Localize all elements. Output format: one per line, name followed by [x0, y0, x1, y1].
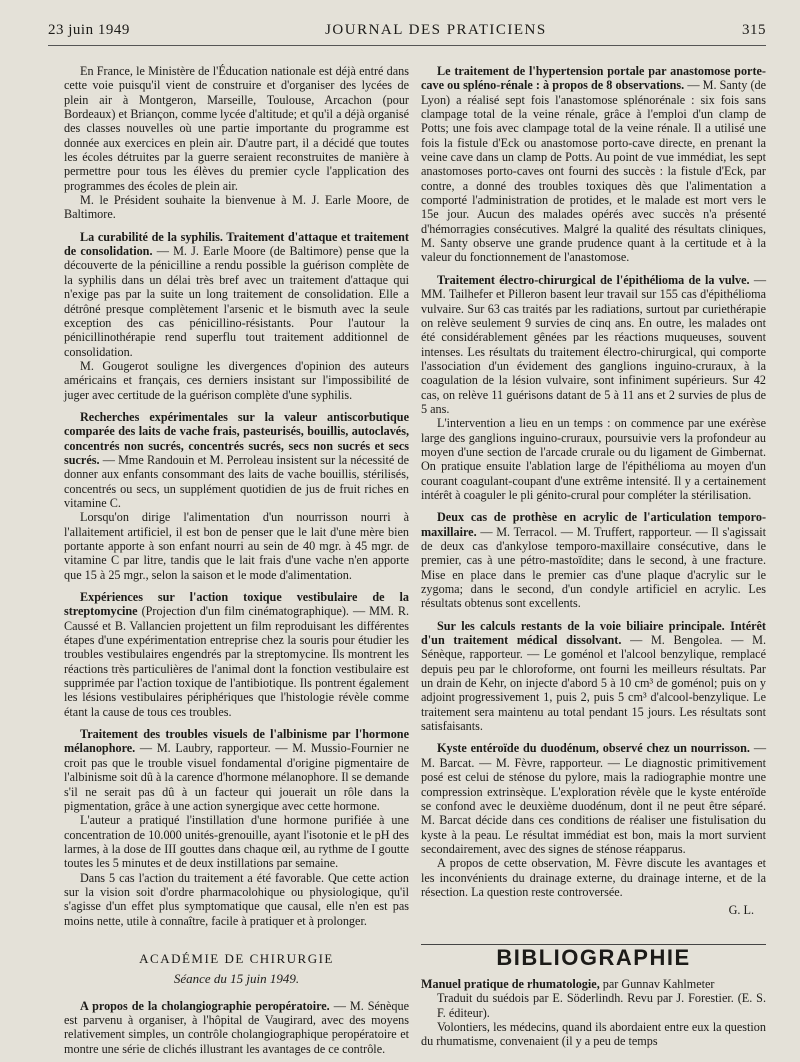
- article-paragraph: M. Gougerot souligne les divergences d'opinion des auteurs américains et français, ces derniers insistant sur l'impossibilité de juger avec certitude de la guérison complète d'une syphilis.: [64, 358, 409, 402]
- page-header: [48, 22, 766, 46]
- article-text: — M. Terracol. — M. Truffert, rapporteur. — Il s'agissait de deux cas d'ankylose temporo-maxillaire consécutive, dans le premier, cas à une pétro-mastoïdite; dans le second, à une fracture. Mise en place dans le premier cas d'une plaque d'acrylic sur le zygoma; dans le second, d'un condyle artificiel en acrylic. Les résultats obtenus sont excellents.: [421, 524, 767, 611]
- left-column: [64, 64, 409, 1056]
- article-acrylic-prosthesis: [421, 510, 766, 610]
- author-signature: G. L.: [728, 903, 754, 918]
- article-text: — MM. Tailhefer et Pilleron basent leur travail sur 155 cas d'épithélioma vulvaire. Sur 63 cas traités par les radiations, surtout par curiethérapie on relève seulement 9 survies de cinq ans. En outre, les malades ont été considérablement gênées par les réactions muqueuses, souvent intenses. Les résultats du traitement électro-chirurgical, qui comporte l'association d'un évidement des ganglions inguino-cruraux, à la coagulation de la lésion vulvaire, sont infiniment supérieurs. Sur 42 cas, on relève 11 guérisons datant de 5 à 11 ans et 2 survies de plus de 5 ans.: [421, 272, 767, 416]
- article-paragraph: A propos de cette observation, M. Fèvre discute les avantages et les inconvénients du drainage externe, du drainage interne, et de la résection. La question reste controversée.: [421, 856, 766, 899]
- article-paragraph: Lorsqu'on dirige l'alimentation d'un nourrisson nourri à l'allaitement artificiel, il est bon de penser que le lait d'une mère bien portante apporte à son enfant nourri au sein de 40 mgr. à 45 mgr. de vitamine C par litre, tandis que le lait frais d'une vache n'en apporte que 15 à 25 mgr., selon la saison et le mode d'alimentation.: [64, 510, 409, 582]
- intro-paragraph: M. le Président souhaite la bienvenue à M. J. Earle Moore, de Baltimore.: [64, 193, 409, 222]
- article-title: Sur les calculs restants de la voie biliaire principale. Intérêt d'un traitement médical dissolvant.: [421, 618, 766, 648]
- book-title-line: [421, 977, 766, 991]
- journal-title: JOURNAL DES PRATICIENS: [325, 22, 547, 38]
- session-date: Séance du 15 juin 1949.: [173, 971, 300, 987]
- article-title: Kyste entéroïde du duodénum, observé chez un nourrisson.: [437, 741, 750, 756]
- article-text: — M. J. Earle Moore (de Baltimore) pense que la découverte de la pénicilline a rendu possible la guérison complète de la syphilis dans un délai très bref avec un traitement d'attaque qui n'exige pas par la suite un long traitement de consolidation. Elle a détrôné presque complètement l'arsenic et le bismuth avec la seule exception des cas pénicillino-résistants. Pour l'autour la pénicillinothérapie rend superflu tout traitement additionnel de consolidation.: [64, 244, 410, 359]
- article-paragraph: L'auteur a pratiqué l'instillation d'une hormone purifiée à une concentration de 10.000 unités-grenouille, ayant l'isotonie et le pH des larmes, à la dose de III gouttes dans chaque œil, au rythme de I goutte toutes les 5 minutes et de deux instillations par semaine.: [64, 813, 409, 871]
- bibliography-heading: BIBLIOGRAPHIE: [496, 944, 691, 970]
- article-title: Deux cas de prothèse en acrylic de l'articulation temporo-maxillaire.: [421, 510, 766, 539]
- article-title: Traitement des troubles visuels de l'albinisme par l'hormone mélanophore.: [64, 727, 409, 756]
- article-text: — M. Sénèque est parvenu à organiser, à l'hôpital de Vaugirard, avec des moyens relativement simples, un contrôle cholangiographique peropératoire et montre une série de clichés illustrant les avantages de ce contrôle.: [64, 998, 409, 1056]
- article-paragraph: L'intervention a lieu en un temps : on commence par une exérèse large des ganglions inguino-cruraux, poursuivie vers la profondeur au moyen d'une section de l'arcade crurale ou du ligament de Gimbernat. On pratique ensuite l'ablation large de l'épithélioma au moyen d'un courant coagulant-coupant d'une extrême intensité. Il y a certainement intérêt à coaguler le pli génito-crural pour compléter la stérilisation.: [421, 416, 766, 502]
- article-title: Expériences sur l'action toxique vestibulaire de la streptomycine: [64, 590, 409, 619]
- article-biliary-calculi: [421, 619, 766, 734]
- article-text: (Projection d'un film cinématographique). — MM. R. Caussé et B. Vallancien projettent un film reproduisant les différentes étapes d'une expérimentation entreprise chez la souris pour étudier les troubles vestibulaires engendrés par la streptomycine. Ils montrent les réactions très particulières de l'animal dont la fonction vestibulaire est supprimée par l'action toxique de l'antibiotique. Ils pontrent également les lésions vestibulaires périphériques que l'histologie révèle comme étant la cause de tous ces troubles.: [64, 604, 410, 719]
- article-vulvar-epithelioma: [421, 273, 766, 416]
- article-text: — M. Laubry, rapporteur. — M. Mussio-Fournier ne croit pas que le trouble visuel fondamental d'origine pigmentaire de l'albinisme soit dû à la carence d'hormone mélanophore. Il se demande s'il ne serait pas dû à un facteur qui jouerait un rôle dans la pigmentation, grâce à une action synergique avec cette hormone.: [64, 741, 409, 813]
- book-publication-info: Traduit du suédois par E. Söderlindh. Revu par J. Forestier. (E. S. F. éditeur).: [437, 991, 766, 1020]
- article-paragraph: Dans 5 cas l'action du traitement a été favorable. Que cette action sur la vision soit d'ordre pharmacolohique ou physiologique, qu'il s'agisse d'un effet plus symptomatique que causal, elle n'en est pas moins nette, utile à connaître, facile à pratiquer et à prolonger.: [64, 870, 409, 928]
- article-text: — M. Barcat. — M. Fèvre, rapporteur. — Le diagnostic primitivement posé est celui de sténose du pylore, mais la radiographie montre une compression extrinsèque. L'exploration révèle que le kyste entéroïde se confond avec le deuxième duodénum, dont il ne peut être séparé. M. Barcat décide dans ces conditions de réaliser une fistulisation du kyste à la peau. Le résultat immédiat est bon, mais la mort survient secondairement, avec des signes de sténose réapparus.: [421, 741, 766, 856]
- article-title: Recherches expérimentales sur la valeur antiscorbutique comparée des laits de vache frais, pasteurisés, bouillis, autoclavés, concentrés non sucrés, concentrés sucrés, secs non sucrés et secs sucrés.: [64, 409, 409, 467]
- page-number: 315: [741, 22, 766, 38]
- book-review-text: Volontiers, les médecins, quand ils abordaient entre eux la question du rhumatisme, convenaient (il y a peu de temps: [421, 1019, 766, 1049]
- book-review: [421, 977, 766, 1049]
- book-author: par Gunnav Kahlmeter: [602, 976, 715, 991]
- article-antiscorbutic: [64, 410, 409, 510]
- issue-date: 23 juin 1949: [48, 22, 130, 38]
- article-syphilis: [64, 230, 409, 359]
- article-title: A propos de la cholangiographie peropératoire.: [80, 998, 330, 1013]
- article-title: Le traitement de l'hypertension portale par anastomose porte-cave ou spléno-rénale : à propos de 8 observations.: [421, 64, 766, 93]
- intro-paragraph: En France, le Ministère de l'Éducation nationale est déjà entré dans cette voie puisqu'il vient de construire et d'organiser des lycées de plein air à Montgeron, Marseille, Toulouse, Arcachon (pour Bordeaux) et Briançon, comme lycée d'altitude; et qu'il a déjà organisé des classes nouvelles où une partie importante du programme est donnée aux exercices en plein air. D'autre part, il a décidé que toutes les écoles détruites par la guerre seraient reconstruites de manière à permettre pour tous les élèves du premier cycle l'application des programmes des écoles de plein air.: [64, 64, 409, 193]
- book-title: Manuel pratique de rhumatologie,: [421, 976, 600, 991]
- section-heading-academie: ACADÉMIE DE CHIRURGIE: [139, 950, 334, 966]
- article-text: — M. Bengolea. — M. Sénèque, rapporteur. — Le goménol et l'alcool benzylique, remplacé depuis peu par le chloroforme, ont fourni les meilleurs résultats. Par un drain de Kehr, on injecte d'abord 5 à 10 cm³ de goménol; puis on y adjoint progressivement 1, puis 2, puis 5 cm³ d'alcool-benzylique. Le traitement sera maintenu au total pendant 15 jours. Les résultats sont satisfaisants.: [421, 633, 767, 734]
- article-streptomycin: [64, 590, 409, 719]
- article-cholangiography: [64, 999, 409, 1056]
- article-albinism: [64, 727, 409, 813]
- article-text: — Mme Randouin et M. Perroleau insistent sur la nécessité de donner aux enfants consommant des laits de vache bouillis, stérilisés, concentrés ou secs, un supplément quotidien de jus de fruit riches en vitamine C.: [64, 452, 410, 510]
- right-column: [421, 64, 766, 1056]
- two-column-body: [40, 64, 766, 1056]
- article-portal-hypertension: [421, 64, 766, 265]
- article-enteroid-cyst: [421, 741, 766, 856]
- article-text: — M. Santy (de Lyon) a réalisé sept fois l'anastomose splénorénale : six fois sans clampage total de la veine rénale, grâce à l'emploi d'un clamp de Potts; une fois avec clampage total de la veine rénale. Il a utilisé une fois la fistule d'Eck ou anastomose porto-cave directe, en prenant la veine cave dans un clamp de Potts. Au point de vue immédiat, les sept anastomoses porto-caves ont fourni des succès : la fistule d'Eck, par contre, a donné des troubles toxiques dès que l'alimentation a comporté l'administration de protides, et le malade est mort vers le 15e jour. Aucun des malades opérés avec succès n'a présenté d'hémorragies consécutives. Malgré la qualité des résultats cliniques, M. Santy observe une grande prudence quant à la certitude et à la valeur du fonctionnement de l'anastomose.: [421, 78, 767, 265]
- article-title: La curabilité de la syphilis. Traitement d'attaque et traitement de consolidation.: [64, 229, 409, 259]
- article-title: Traitement électro-chirurgical de l'épithélioma de la vulve.: [437, 272, 750, 287]
